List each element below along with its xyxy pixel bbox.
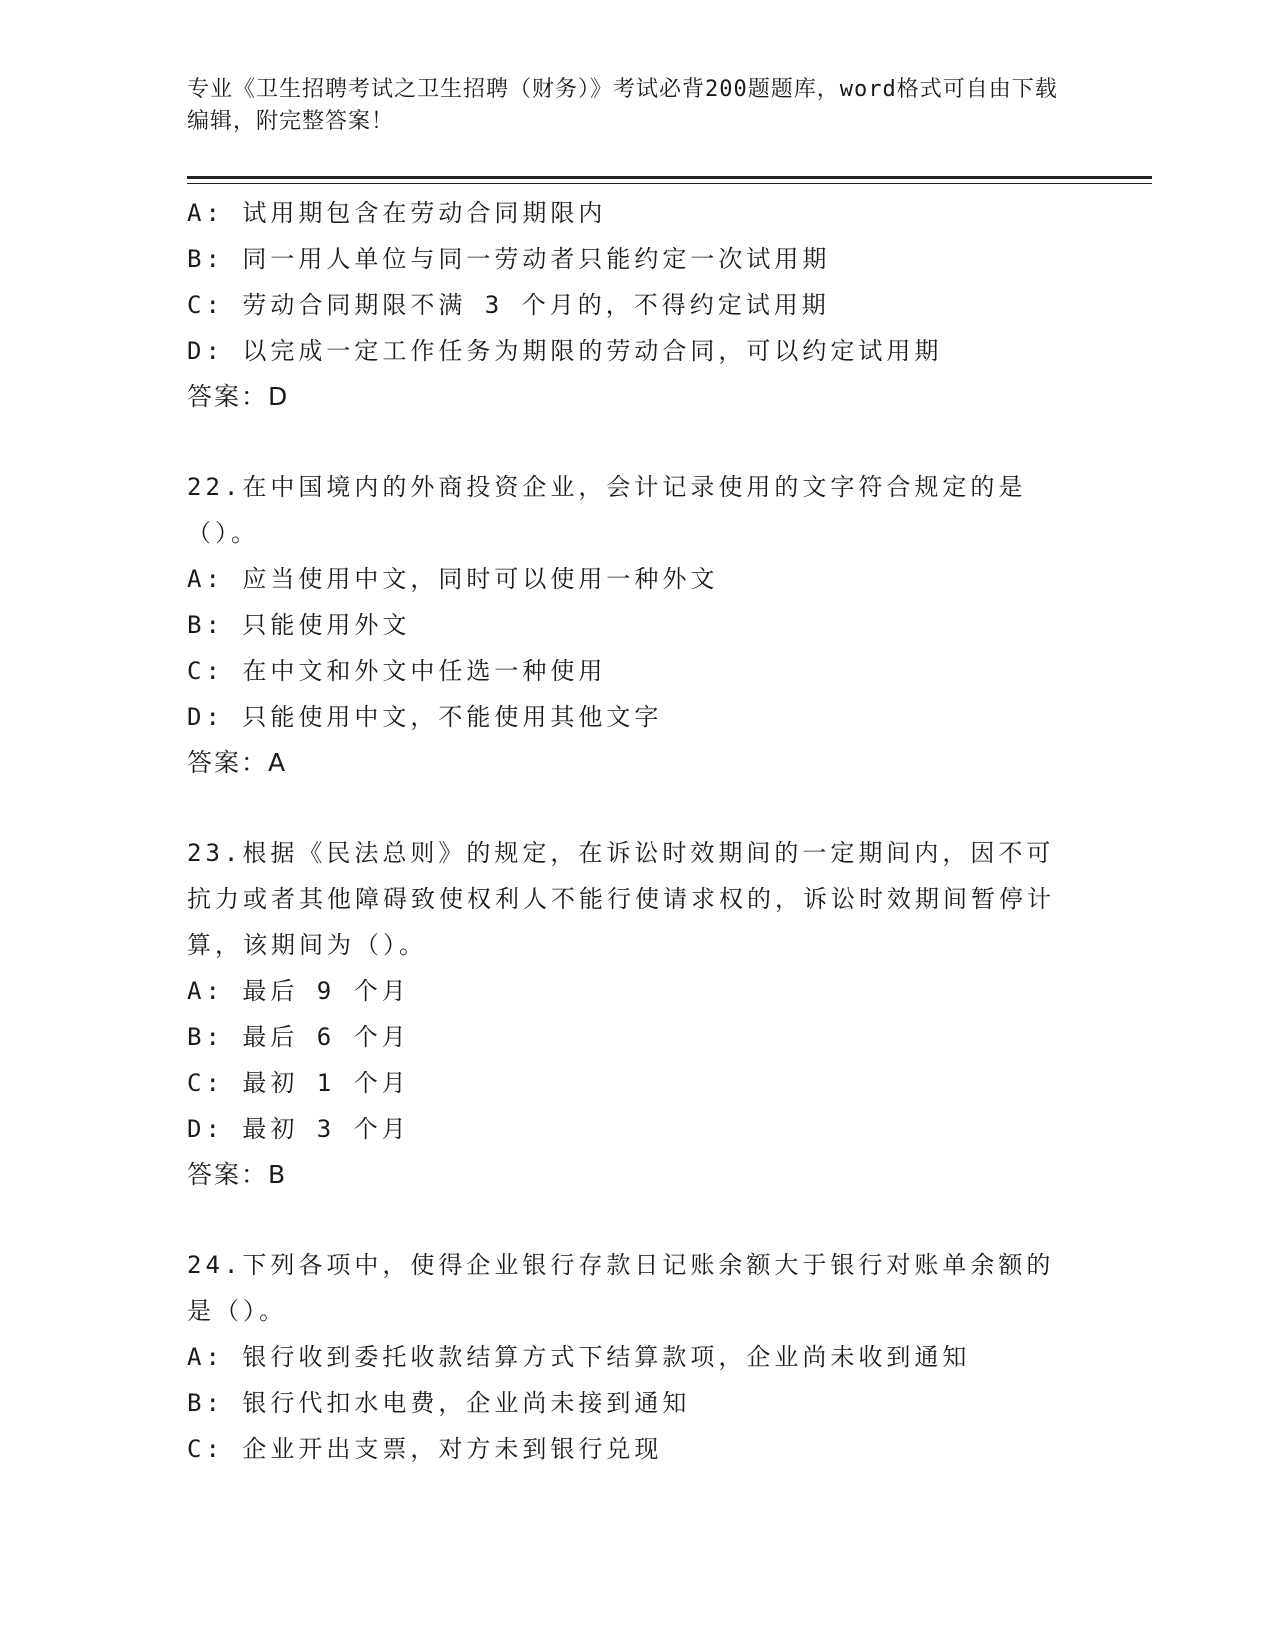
option-d: D: 以完成一定工作任务为期限的劳动合同，可以约定试用期 [187, 337, 943, 365]
option-c: C: 企业开出支票，对方未到银行兑现 [187, 1435, 663, 1463]
option-b: B: 最后 6 个月 [187, 1023, 410, 1051]
answer-line: 答案：D [187, 382, 290, 411]
question-23 [187, 830, 1087, 1198]
option-a: A: 试用期包含在劳动合同期限内 [187, 199, 607, 227]
answer-line: 答案：B [187, 1160, 288, 1189]
answer-line: 答案：A [187, 748, 288, 777]
option-d: D: 最初 3 个月 [187, 1115, 410, 1143]
option-a: A: 银行收到委托收款结算方式下结算款项，企业尚未收到通知 [187, 1343, 971, 1371]
header-rule-thick [187, 176, 1152, 179]
document-header-title: 专业《卫生招聘考试之卫生招聘（财务）》考试必背200题题库，word格式可自由下载编辑，附完整答案！ [187, 77, 1058, 134]
option-d: D: 只能使用中文，不能使用其他文字 [187, 703, 663, 731]
option-b: B: 银行代扣水电费，企业尚未接到通知 [187, 1389, 691, 1417]
option-c: C: 最初 1 个月 [187, 1069, 410, 1097]
option-b: B: 同一用人单位与同一劳动者只能约定一次试用期 [187, 245, 831, 273]
option-c: C: 在中文和外文中任选一种使用 [187, 657, 607, 685]
question-text: 22.在中国境内的外商投资企业，会计记录使用的文字符合规定的是（）。 [187, 473, 1027, 547]
option-c: C: 劳动合同期限不满 3 个月的，不得约定试用期 [187, 291, 830, 319]
option-b: B: 只能使用外文 [187, 611, 411, 639]
question-22 [187, 464, 1087, 786]
question-21 [187, 190, 1087, 420]
option-a: A: 应当使用中文，同时可以使用一种外文 [187, 565, 719, 593]
question-24 [187, 1242, 1087, 1472]
header-rule-thin [187, 183, 1152, 184]
option-a: A: 最后 9 个月 [187, 977, 410, 1005]
question-text: 24.下列各项中，使得企业银行存款日记账余额大于银行对账单余额的是（）。 [187, 1251, 1055, 1325]
question-list [187, 190, 1087, 1472]
question-text: 23.根据《民法总则》的规定，在诉讼时效期间的一定期间内，因不可抗力或者其他障碍致使权利人不能行使请求权的，诉讼时效期间暂停计算，该期间为（）。 [187, 839, 1055, 959]
